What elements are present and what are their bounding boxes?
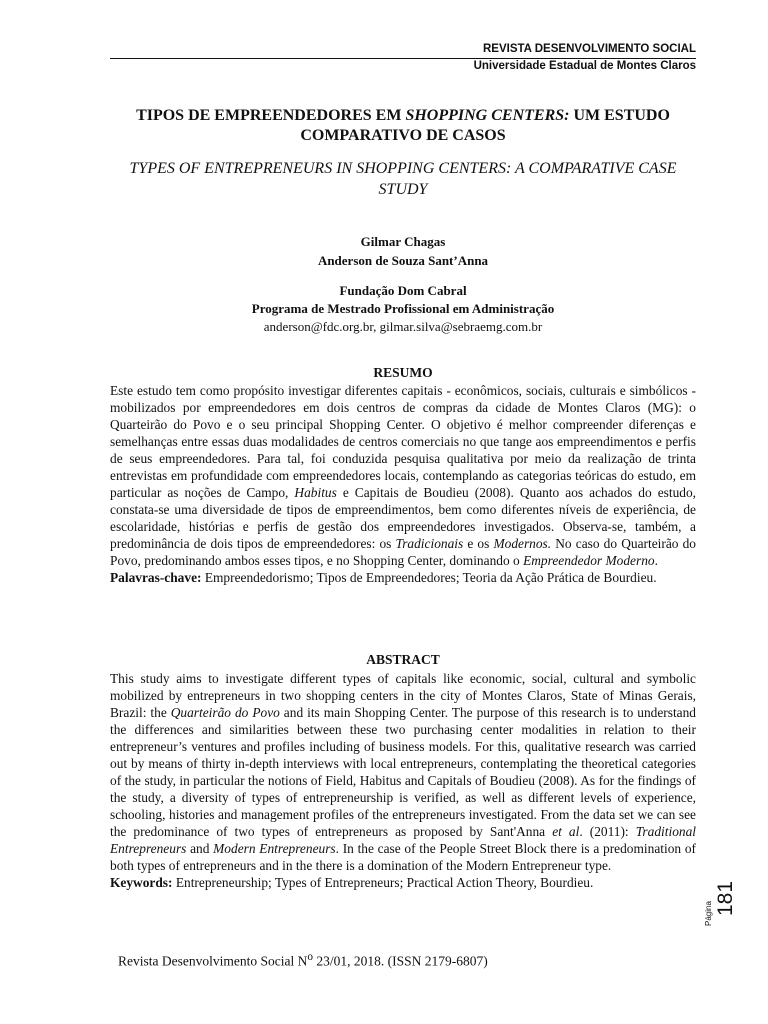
palavras-chave: Palavras-chave: Empreendedorismo; Tipos de Empreendedores; Teoria da Ação Prática de Bourdieu. xyxy=(110,570,657,585)
author-name: Gilmar Chagas xyxy=(360,234,446,249)
running-header xyxy=(110,42,696,74)
resumo-text: Este estudo tem como propósito investigar diferentes capitais - econômicos, sociais, culturais e simbólicos - mobilizados por empreendedores em dois centros de compras da cidade de Montes Claros (MG): o Quarteirão do Povo e o seu principal Shopping Center. O objetivo é melhor compreender diferenças e semelhanças entre essas duas modalidades de centros comerciais no que tange aos empreendimentos e perfis de seus empreendedores. Para tal, foi conduzida pesquisa qualitativa por meio da realização de trinta entrevistas em profundidade com empreendedores locais, contemplando as categorias teóricas do estudo, em particular as noções de Campo, Habitus e Capitais de Boudieu (2008). Quanto aos achados do estudo, constata-se uma diversidade de tipos de empreendimentos, bem como diferentes níveis de experiência, de escolaridade, histórias e perfis de gestão dos empreendedores investigados. Observa-se, também, a predominância de dois tipos de empreendedores: os Tradicionais e os Modernos. No caso do Quarteirão do Povo, predominando ambos esses tipos, e no Shopping Center, dominando o Empreendedor Moderno. xyxy=(110,383,697,568)
program-name: Programa de Mestrado Profissional em Administração xyxy=(251,301,555,316)
university-name: Universidade Estadual de Montes Claros xyxy=(473,60,696,72)
title-english: TYPES OF ENTREPRENEURS IN SHOPPING CENTERS: A COMPARATIVE CASE STUDY xyxy=(129,160,677,198)
resumo-section xyxy=(110,382,696,586)
author-name: Anderson de Souza Sant’Anna xyxy=(317,253,489,268)
abstract-heading: ABSTRACT xyxy=(366,652,440,667)
abstract-text: This study aims to investigate different types of capitals like economic, social, cultural and symbolic mobilized by entrepreneurs in two shopping centers in the city of Montes Claros, State of Minas Gerais, Brazil: the Quarteirão do Povo and its main Shopping Center. The purpose of this research is to understand the differences and similarities between these two purchasing center modalities in relation to their entrepreneur’s ventures and profiles including of business models. For this, qualitative research was carried out by means of thirty in-depth interviews with local entrepreneurs, contemplating the theoretical categories of the study, in particular the notions of Field, Habitus and Capitals of Boudieu (2008). As for the findings of the study, a diversity of types of entrepreneurship is verified, as well as different levels of experience, schooling, histories and management profiles of the entrepreneurs investigated. From the data set we can see the predominance of two types of entrepreneurs as proposed by Sant'Anna et al. (2011): Traditional Entrepreneurs and Modern Entrepreneurs. In the case of the People Street Block there is a predomination of both types of entrepreneurs and in the there is a domination of the Modern Entrepreneur type. xyxy=(110,671,697,873)
title-portuguese: TIPOS DE EMPREENDEDORES EM SHOPPING CENTERS: UM ESTUDO COMPARATIVO DE CASOS xyxy=(136,107,670,144)
footer-citation: Revista Desenvolvimento Social $N^o$ 23/01, 2018. (ISSN 2179-6807) xyxy=(118,951,488,969)
keywords: Keywords: Entrepreneurship; Types of Entrepreneurs; Practical Action Theory, Bourdieu. xyxy=(110,875,594,890)
author-list xyxy=(110,232,696,270)
resumo-heading: RESUMO xyxy=(373,365,433,380)
page-number: 181 xyxy=(714,880,737,916)
page-label: Página xyxy=(704,901,713,926)
journal-name: REVISTA DESENVOLVIMENTO SOCIAL xyxy=(483,43,696,55)
institution-name: Fundação Dom Cabral xyxy=(339,283,467,298)
abstract-section xyxy=(110,670,696,891)
author-emails: anderson@fdc.org.br, gilmar.silva@sebraemg.com.br xyxy=(263,319,543,334)
affiliation xyxy=(110,282,696,336)
page-number-badge xyxy=(706,868,742,948)
